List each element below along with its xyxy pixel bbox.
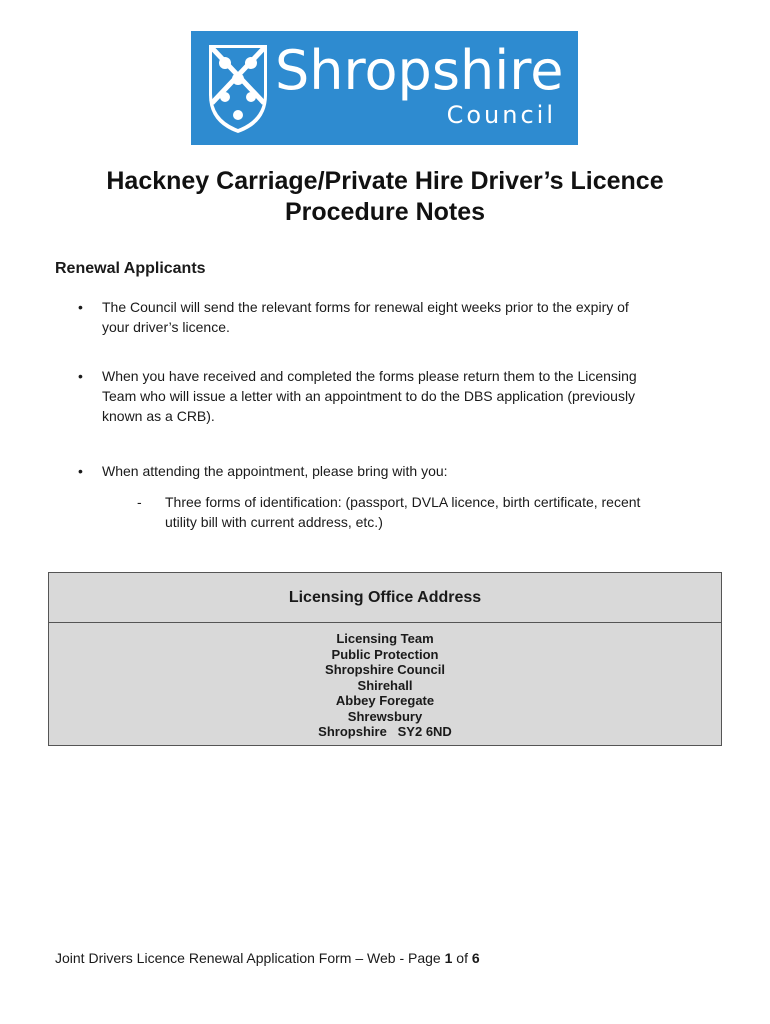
- bullet-text: When you have received and completed the forms please return them to the Licensing: [102, 368, 637, 384]
- bullet-text: The Council will send the relevant forms for renewal eight weeks prior to the expiry of: [102, 299, 629, 315]
- bullet-text: known as a CRB).: [102, 408, 215, 424]
- address-table: [48, 572, 722, 746]
- council-logo: [191, 31, 578, 145]
- footer-of: of: [452, 950, 472, 966]
- logo-brand-text: Shropshire: [275, 39, 564, 102]
- bullet-icon: •: [78, 368, 83, 384]
- address-heading: Licensing Office Address: [49, 573, 721, 623]
- address-lines: [49, 623, 721, 740]
- bullet-text: Team who will issue a letter with an appointment to do the DBS application (previously: [102, 388, 636, 404]
- footer-page-total: 6: [471, 950, 480, 966]
- sub-item-text: utility bill with current address, etc.): [165, 514, 383, 530]
- footer-text: Joint Drivers Licence Renewal Application Form – Web - Page: [55, 950, 445, 966]
- page-footer: [55, 948, 480, 968]
- address-line: Public Protection: [331, 646, 439, 662]
- address-line: Shropshire Council: [325, 662, 445, 677]
- bullet-icon: •: [78, 299, 83, 315]
- logo-sub-text: Council: [446, 101, 556, 129]
- dash-marker: -: [137, 494, 142, 510]
- title-line-2: Procedure Notes: [284, 198, 486, 226]
- section-heading: Renewal Applicants: [55, 260, 206, 277]
- bullet-text: your driver’s licence.: [102, 319, 230, 335]
- council-crest-icon: [207, 43, 269, 135]
- sub-item-text: Three forms of identification: (passport, DVLA licence, birth certificate, recent: [165, 494, 641, 510]
- title-line-1: Hackney Carriage/Private Hire Driver’s Licence: [106, 167, 664, 195]
- footer-page-number: 1: [444, 950, 453, 966]
- bullet-icon: •: [78, 463, 83, 479]
- page-title: [0, 166, 770, 228]
- address-line: Abbey Foregate: [335, 693, 435, 708]
- address-line: Shropshire SY2 6ND: [318, 724, 452, 739]
- address-line: Shirehall: [357, 677, 413, 693]
- address-line: Shrewsbury: [347, 708, 423, 724]
- sub-list-item: [165, 492, 705, 532]
- bullet-text: When attending the appointment, please bring with you:: [102, 463, 448, 479]
- address-line: Licensing Team: [336, 631, 434, 646]
